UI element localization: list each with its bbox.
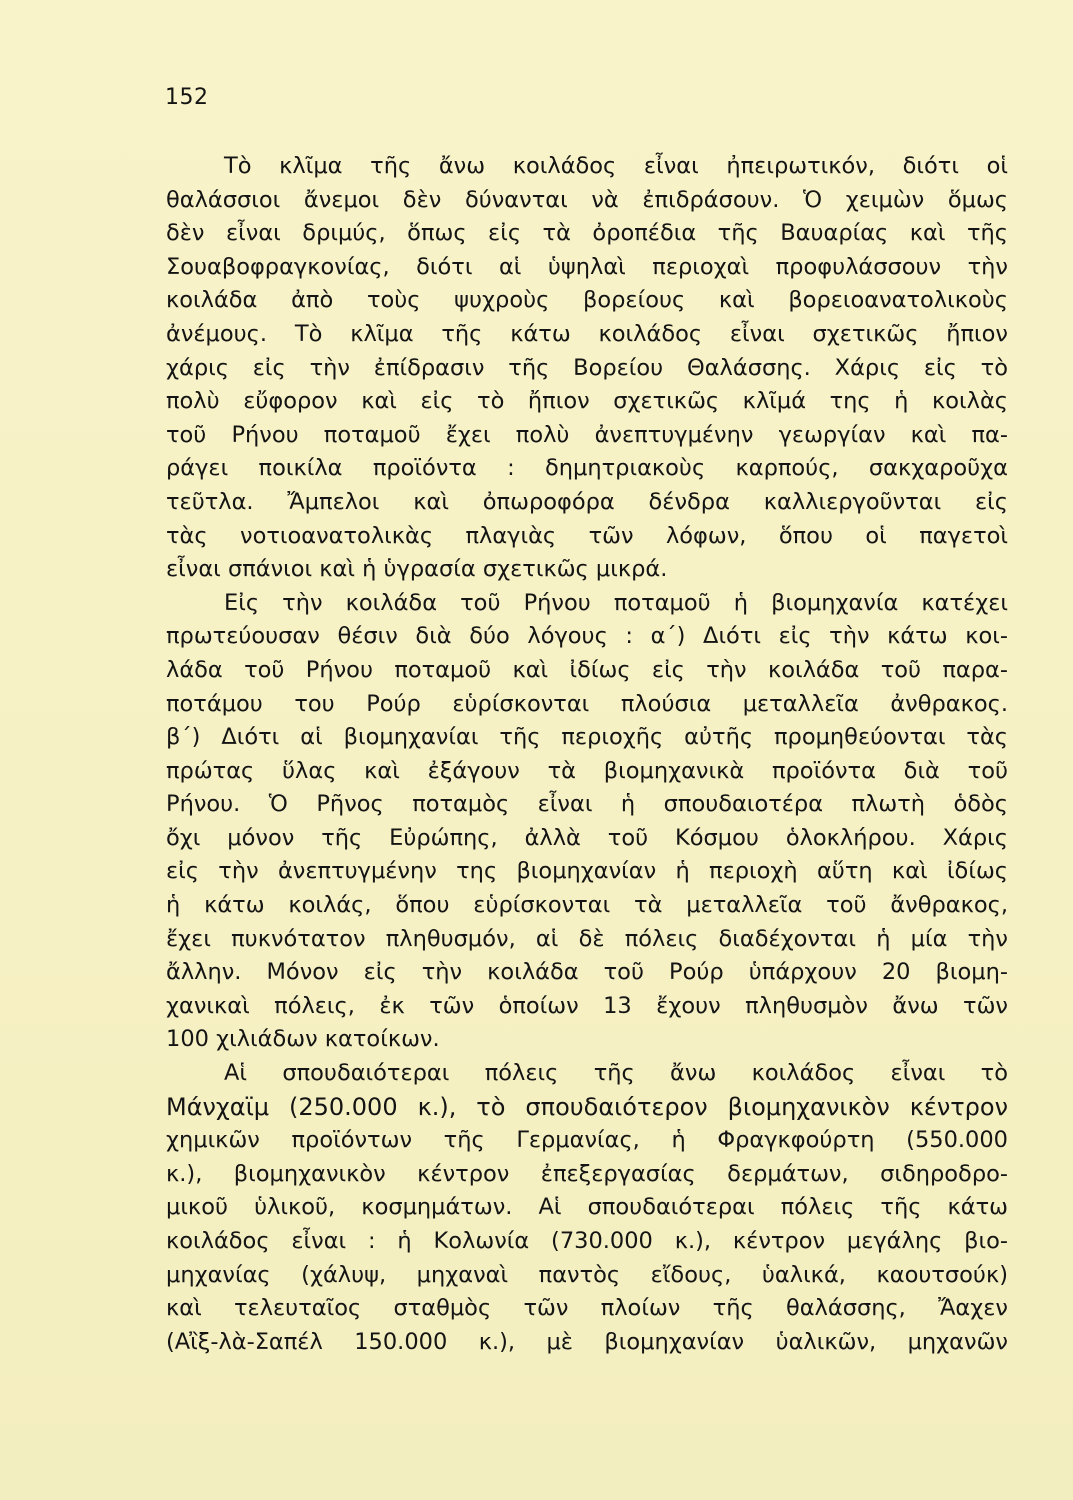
text-line: τεῦτλα. Ἄμπελοι καὶ ὀπωροφόρα δένδρα καλλιεργοῦνται εἰς <box>166 488 1008 515</box>
text-line: ἀνέμους. Τὸ κλῖμα τῆς κάτω κοιλάδος εἶναι σχετικῶς ἤπιον <box>166 320 1008 347</box>
text-line: ἔχει πυκνότατον πληθυσμόν, αἱ δὲ πόλεις διαδέχονται ἡ μία τὴν <box>166 925 1008 952</box>
text-line: Σουαβοφραγκονίας, διότι αἱ ὑψηλαὶ περιοχαὶ προφυλάσσουν τὴν <box>166 253 1008 280</box>
text-line: ὄχι μόνον τῆς Εὐρώπης, ἀλλὰ τοῦ Κόσμου ὁλοκλήρου. Χάρις <box>166 824 1008 851</box>
text-line: χημικῶν προϊόντων τῆς Γερμανίας, ἡ Φραγκφούρτη (550.000 <box>166 1127 1008 1154</box>
text-line: Τὸ κλῖμα τῆς ἄνω κοιλάδος εἶναι ἠπειρωτικόν, διότι οἱ <box>224 153 1008 179</box>
text-line: Μάνχαϊμ (250.000 κ.), τὸ σπουδαιότερον βιομηχανικὸν κέντρον <box>166 1092 1008 1121</box>
text-line: Ρήνου. Ὁ Ρῆνος ποταμὸς εἶναι ἡ σπουδαιοτέρα πλωτὴ ὁδὸς <box>166 791 1008 818</box>
text-line: κοιλάδος εἶναι : ἡ Κολωνία (730.000 κ.), κέντρον μεγάλης βιο- <box>166 1228 1008 1254</box>
page-number: 152 <box>165 85 209 110</box>
body-text <box>166 150 1008 1359</box>
text-line: 100 χιλιάδων κατοίκων. <box>166 1026 440 1053</box>
text-line: κοιλάδα ἀπὸ τοὺς ψυχροὺς βορείους καὶ βορειοανατολικοὺς <box>166 287 1008 314</box>
paragraph-cities <box>166 1057 1008 1359</box>
text-line: πολὺ εὔφορον καὶ εἰς τὸ ἤπιον σχετικῶς κλῖμά της ἡ κοιλὰς <box>166 388 1008 415</box>
text-line: τοῦ Ρήνου ποταμοῦ ἔχει πολὺ ἀνεπτυγμένην γεωργίαν καὶ πα- <box>166 421 1008 448</box>
text-line: εἶναι σπάνιοι καὶ ἡ ὑγρασία σχετικῶς μικρά. <box>166 556 668 583</box>
text-line: καὶ τελευταῖος σταθμὸς τῶν πλοίων τῆς θαλάσσης, Ἄαχεν <box>166 1295 1008 1322</box>
text-line: ποτάμου του Ρούρ εὑρίσκονται πλούσια μεταλλεῖα ἀνθρακος. <box>166 690 1008 717</box>
text-line: (Αἲξ-λὰ-Σαπέλ 150.000 κ.), μὲ βιομηχανίαν ὑαλικῶν, μηχανῶν <box>166 1328 1008 1355</box>
text-line: μηχανίας (χάλυψ, μηχαναὶ παντὸς εἴδους, ὑαλικά, καουτσούκ) <box>166 1261 1008 1288</box>
text-line: τὰς νοτιοανατολικὰς πλαγιὰς τῶν λόφων, ὅπου οἱ παγετοὶ <box>166 522 1008 549</box>
text-line: μικοῦ ὑλικοῦ, κοσμημάτων. Αἱ σπουδαιότεραι πόλεις τῆς κάτω <box>166 1194 1008 1221</box>
text-line: Εἰς τὴν κοιλάδα τοῦ Ρήνου ποταμοῦ ἡ βιομηχανία κατέχει <box>224 589 1008 616</box>
paragraph-industry <box>166 587 1008 1057</box>
text-line: θαλάσσιοι ἄνεμοι δὲν δύνανται νὰ ἐπιδράσουν. Ὁ χειμὼν ὅμως <box>166 186 1008 213</box>
text-line: κ.), βιομηχανικὸν κέντρον ἐπεξεργασίας δερμάτων, σιδηροδρο- <box>166 1160 1008 1187</box>
paragraph-climate <box>166 150 1008 587</box>
text-line: ἡ κάτω κοιλάς, ὅπου εὑρίσκονται τὰ μεταλλεῖα τοῦ ἄνθρακος, <box>166 892 1008 919</box>
text-line: λάδα τοῦ Ρήνου ποταμοῦ καὶ ἰδίως εἰς τὴν κοιλάδα τοῦ παρα- <box>166 656 1008 683</box>
text-line: πρώτας ὕλας καὶ ἐξάγουν τὰ βιομηχανικὰ προϊόντα διὰ τοῦ <box>166 757 1008 784</box>
text-line: ράγει ποικίλα προϊόντα : δημητριακοὺς καρπούς, σακχαροῦχα <box>166 455 1008 482</box>
text-line: ἄλλην. Μόνον εἰς τὴν κοιλάδα τοῦ Ρούρ ὑπάρχουν 20 βιομη- <box>166 959 1008 986</box>
text-line: εἰς τὴν ἀνεπτυγμένην της βιομηχανίαν ἡ περιοχὴ αὕτη καὶ ἰδίως <box>166 858 1008 885</box>
text-line: πρωτεύουσαν θέσιν διὰ δύο λόγους : α΄) Διότι εἰς τὴν κάτω κοι- <box>166 623 1008 650</box>
text-line: χάρις εἰς τὴν ἐπίδρασιν τῆς Βορείου Θαλάσσης. Χάρις εἰς τὸ <box>166 354 1008 381</box>
text-line: χανικαὶ πόλεις, ἐκ τῶν ὁποίων 13 ἔχουν πληθυσμὸν ἄνω τῶν <box>166 992 1008 1019</box>
text-line: Αἱ σπουδαιότεραι πόλεις τῆς ἄνω κοιλάδος εἶναι τὸ <box>224 1060 1008 1087</box>
text-line: δὲν εἶναι δριμύς, ὅπως εἰς τὰ ὀροπέδια τῆς Βαυαρίας καὶ τῆς <box>166 220 1008 247</box>
text-line: β΄) Διότι αἱ βιομηχανίαι τῆς περιοχῆς αὐτῆς προμηθεύονται τὰς <box>166 724 1008 751</box>
